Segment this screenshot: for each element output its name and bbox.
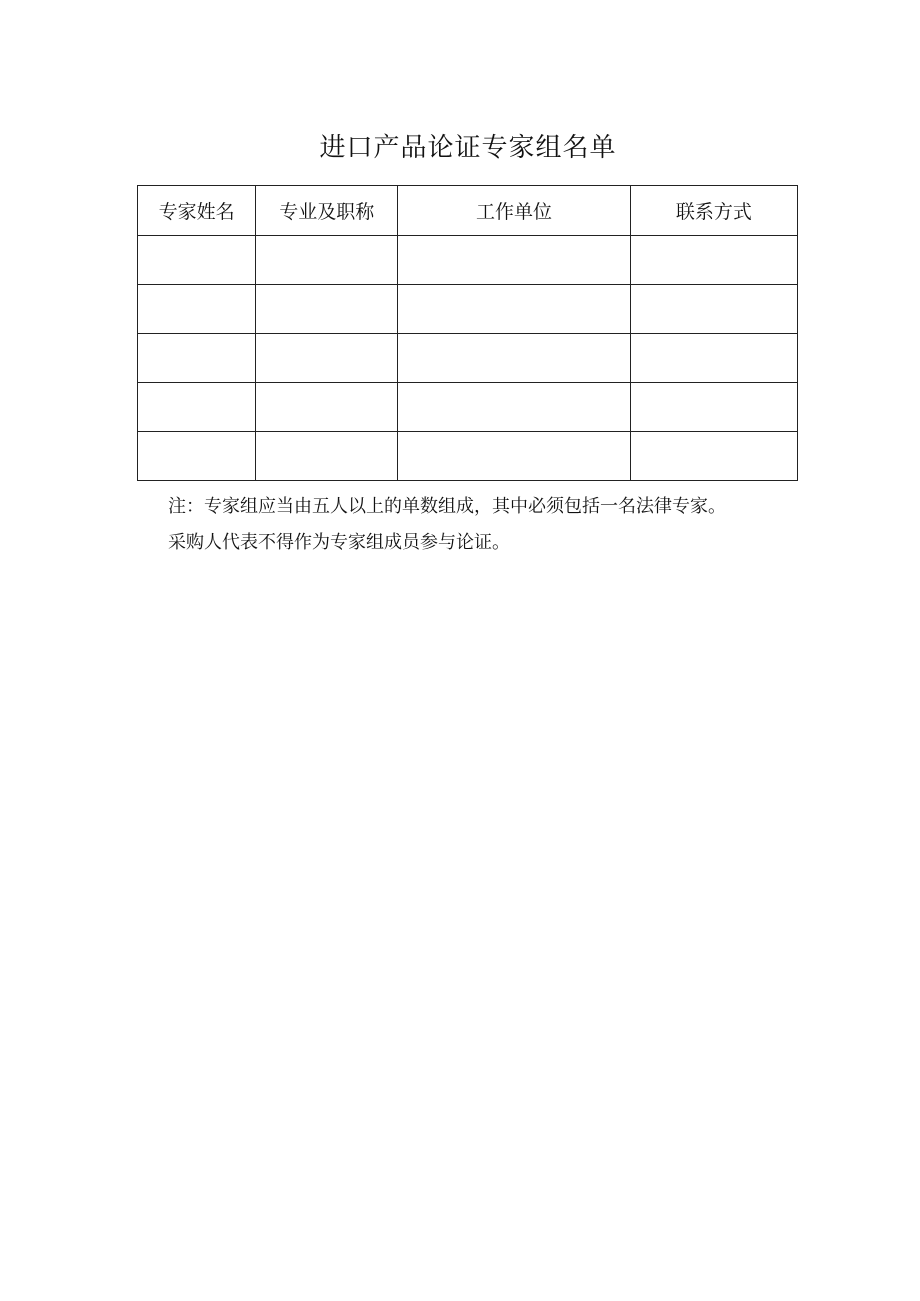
notes-block <box>168 489 828 561</box>
table-cell <box>138 334 256 383</box>
table-row <box>138 285 798 334</box>
table-cell <box>256 383 398 432</box>
table-cell <box>398 432 630 481</box>
table-cell <box>398 236 630 285</box>
table-cell <box>398 383 630 432</box>
header-expert-name: 专家姓名 <box>138 186 256 236</box>
table-cell <box>398 334 630 383</box>
table-cell <box>256 285 398 334</box>
table-cell <box>138 285 256 334</box>
table-cell <box>630 334 797 383</box>
note-line-2: 采购人代表不得作为专家组成员参与论证。 <box>168 532 510 553</box>
table-row <box>138 236 798 285</box>
header-specialty-title: 专业及职称 <box>256 186 398 236</box>
table-cell <box>256 432 398 481</box>
table-cell <box>630 432 797 481</box>
table-cell <box>138 383 256 432</box>
note-line-1: 注：专家组应当由五人以上的单数组成，其中必须包括一名法律专家。 <box>168 496 726 517</box>
table-row <box>138 334 798 383</box>
table-row <box>138 432 798 481</box>
header-contact: 联系方式 <box>630 186 797 236</box>
expert-list-table <box>137 185 798 481</box>
table-cell <box>630 383 797 432</box>
table-cell <box>630 236 797 285</box>
table-header-row <box>138 186 798 236</box>
page-title: 进口产品论证专家组名单 <box>319 133 617 163</box>
table-cell <box>256 334 398 383</box>
header-work-unit: 工作单位 <box>398 186 630 236</box>
table-cell <box>630 285 797 334</box>
table-cell <box>256 236 398 285</box>
table-cell <box>138 432 256 481</box>
table-cell <box>138 236 256 285</box>
table-row <box>138 383 798 432</box>
table-cell <box>398 285 630 334</box>
